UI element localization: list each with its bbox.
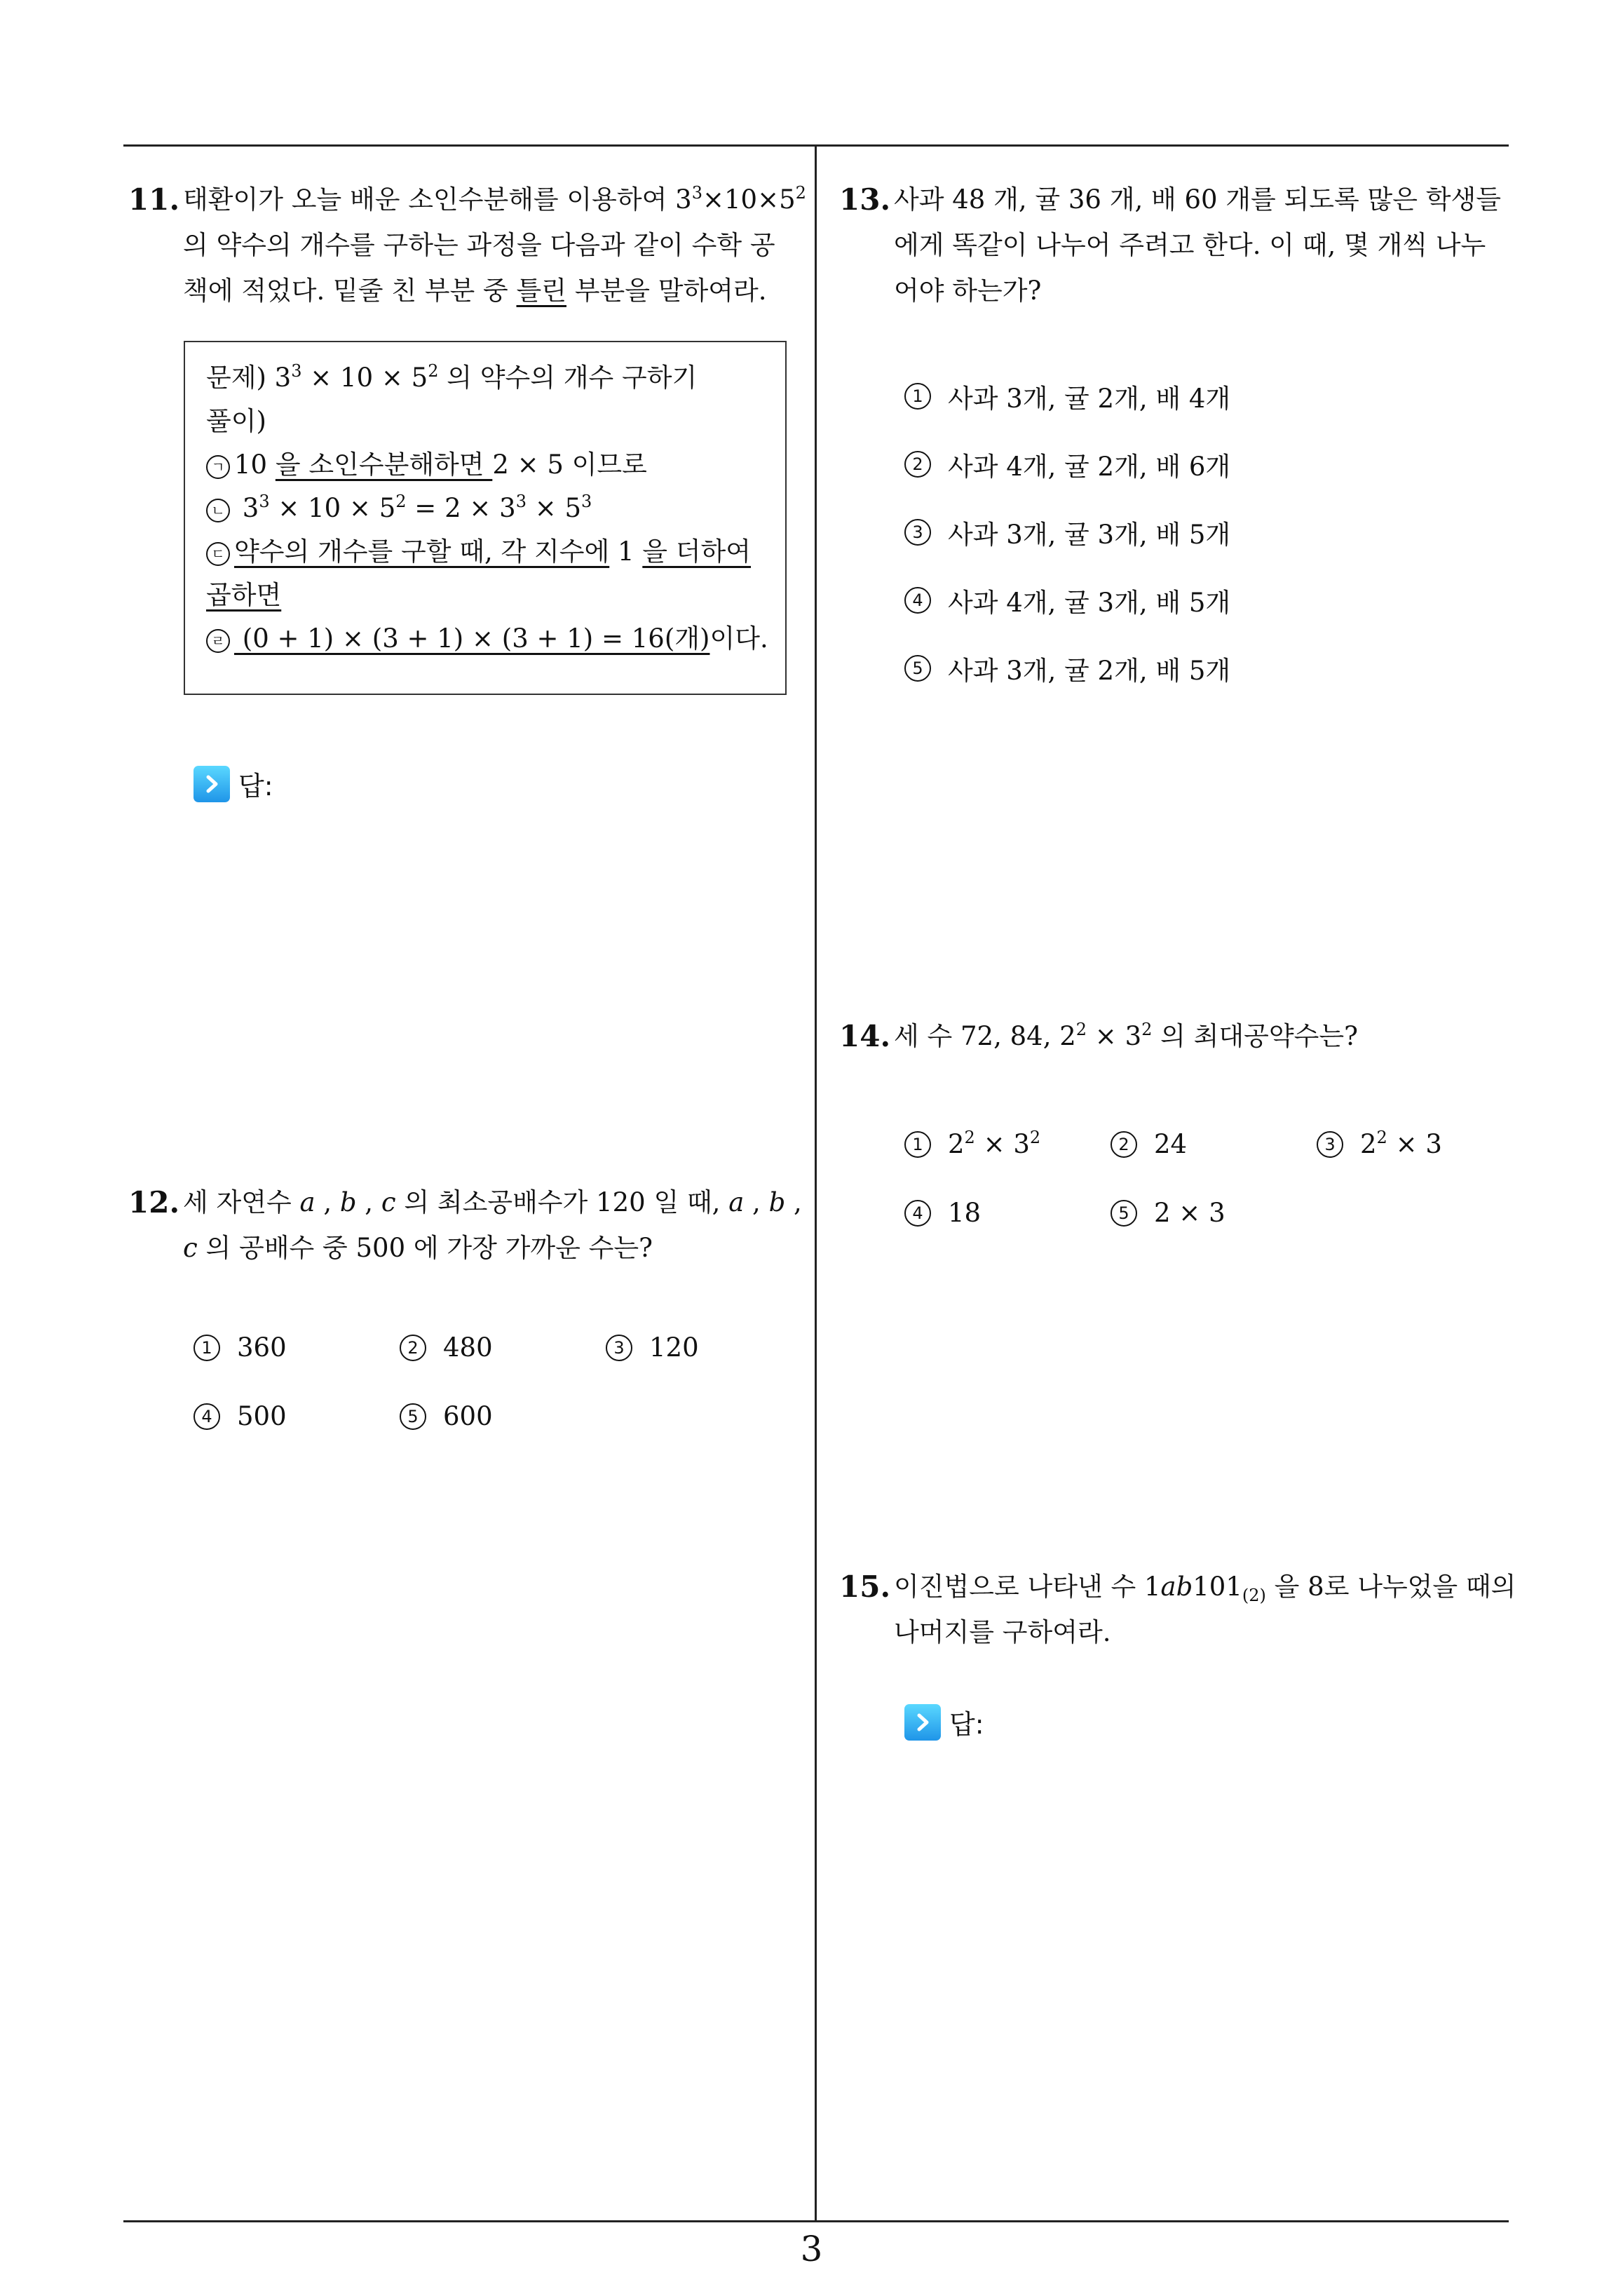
text: , (744, 1187, 769, 1217)
answer-field-15[interactable] (904, 1703, 984, 1741)
circled-marker: ㄹ (206, 629, 230, 653)
text: 101 (1193, 1572, 1242, 1602)
choice-13-3[interactable] (904, 513, 1230, 551)
question-15 (839, 1564, 1516, 1655)
text-line: 어야 하는가? (894, 276, 1042, 306)
text: 을 8로 나누었을 때의 (1265, 1572, 1516, 1602)
variable: ab (1160, 1572, 1193, 1602)
exponent: 3 (259, 492, 270, 511)
subscript: (2) (1242, 1586, 1266, 1605)
answer-label: 답: (238, 771, 273, 802)
exponent: 2 (1376, 1128, 1387, 1147)
choice-14-3[interactable] (1317, 1129, 1442, 1159)
choice-12-4[interactable] (193, 1401, 287, 1431)
choice-text: 2 × 3 (1154, 1198, 1225, 1228)
text: ×10×5 (702, 184, 796, 215)
question-14 (839, 1013, 1512, 1059)
choice-number: 2 (1111, 1131, 1137, 1158)
text: 3 (234, 493, 259, 523)
choice-14-1[interactable] (904, 1129, 1040, 1159)
exponent: 3 (691, 183, 702, 203)
underlined-text: (0 + 1) × (3 + 1) × (3 + 1) = 16(개) (234, 623, 710, 654)
text: 이진법으로 나타낸 수 1 (894, 1572, 1161, 1602)
choice-text: 120 (649, 1332, 699, 1363)
choice-14-4[interactable] (904, 1198, 981, 1228)
underlined-text: 틀린 (516, 276, 566, 306)
text: × 3 (975, 1129, 1030, 1159)
choice-text: 500 (237, 1401, 287, 1431)
answer-label: 답: (949, 1709, 984, 1740)
text-line: 사과 48 개, 귤 36 개, 배 60 개를 되도록 많은 학생들 (894, 184, 1502, 215)
text: × 3 (1087, 1021, 1142, 1051)
text: 1 (609, 536, 643, 567)
choice-text: 18 (948, 1198, 982, 1228)
choice-number: 1 (193, 1335, 220, 1361)
choice-number: 1 (904, 383, 931, 410)
variable: b (768, 1187, 786, 1217)
exponent: 2 (964, 1128, 975, 1147)
solution-box (184, 341, 787, 695)
text: 2 × 5 이므로 (492, 450, 647, 480)
variable: a (299, 1187, 315, 1217)
circled-marker: ㄱ (206, 455, 230, 479)
choice-number: 2 (904, 451, 931, 478)
chevron-right-icon (193, 766, 230, 802)
choice-number: 3 (904, 519, 931, 546)
choice-number: 5 (1111, 1200, 1137, 1227)
text: 부분을 말하여라. (566, 276, 767, 306)
text: 의 공배수 중 500 에 가장 가까운 수는? (197, 1233, 653, 1263)
choice-text: 사과 4개, 귤 3개, 배 5개 (948, 588, 1231, 618)
text-line: 풀이) (206, 406, 266, 436)
text: 태환이가 오늘 배운 소인수분해를 이용하여 3 (183, 184, 692, 215)
column-divider (815, 146, 817, 2220)
choice-text: 사과 3개, 귤 3개, 배 5개 (948, 520, 1231, 550)
choice-number: 5 (400, 1403, 426, 1430)
answer-field-11[interactable] (193, 764, 273, 803)
text: , (356, 1187, 381, 1217)
underlined-text: 을 소인수분해하면 (275, 450, 493, 480)
choice-13-5[interactable] (904, 649, 1230, 687)
choice-13-4[interactable] (904, 581, 1230, 619)
exponent: 2 (428, 361, 439, 381)
choice-text (948, 1129, 1040, 1159)
page-number: 3 (800, 2229, 823, 2269)
choice-14-5[interactable] (1111, 1198, 1225, 1228)
question-number: 15. (839, 1569, 891, 1604)
exponent: 3 (581, 492, 592, 511)
variable: a (728, 1187, 745, 1217)
choice-number: 4 (904, 587, 931, 614)
question-11 (128, 177, 806, 313)
text-line: 의 약수의 개수를 구하는 과정을 다음과 같이 수학 공 (183, 230, 775, 260)
question-13 (839, 177, 1512, 313)
choice-number: 3 (1317, 1131, 1343, 1158)
text: 2 (1360, 1129, 1377, 1159)
choice-12-2[interactable] (400, 1332, 493, 1363)
text: × 3 (1387, 1129, 1442, 1159)
question-text (894, 1564, 1516, 1655)
text: , (785, 1187, 802, 1217)
underlined-text: 을 더하여 (642, 536, 752, 567)
choice-text (1360, 1129, 1442, 1159)
choice-14-2[interactable] (1111, 1129, 1187, 1159)
underlined-text: 곱하면 (206, 580, 282, 610)
text: × 5 (526, 493, 582, 523)
exponent: 2 (395, 492, 407, 511)
text: × 10 × 5 (301, 363, 428, 393)
question-number: 12. (128, 1185, 180, 1220)
exponent: 2 (1029, 1128, 1041, 1147)
question-text (894, 1013, 1512, 1059)
text: 2 (948, 1129, 965, 1159)
choice-number: 4 (904, 1200, 931, 1227)
text: 의 최대공약수는? (1152, 1021, 1358, 1051)
exponent: 3 (291, 361, 302, 381)
text: 책에 적었다. 밑줄 친 부분 중 (183, 276, 517, 306)
choice-12-5[interactable] (400, 1401, 493, 1431)
exponent: 2 (795, 183, 806, 203)
text: 의 최소공배수가 120 일 때, (395, 1187, 729, 1217)
variable: b (339, 1187, 357, 1217)
bottom-rule (123, 2220, 1509, 2222)
question-text (183, 1180, 808, 1271)
choice-number: 2 (400, 1335, 426, 1361)
exponent: 2 (1075, 1020, 1087, 1039)
text-line: 나머지를 구하여라. (894, 1617, 1111, 1647)
choice-12-3[interactable] (606, 1332, 699, 1363)
choice-12-1[interactable] (193, 1332, 287, 1363)
question-12 (128, 1180, 808, 1271)
choice-13-1[interactable] (904, 377, 1230, 415)
choice-text: 600 (443, 1401, 493, 1431)
question-number: 11. (128, 182, 180, 217)
text: 10 (234, 450, 276, 480)
question-text (183, 177, 806, 313)
text: 세 자연수 (183, 1187, 300, 1217)
choice-text: 사과 4개, 귤 2개, 배 6개 (948, 452, 1231, 482)
variable: c (183, 1233, 198, 1263)
text: 세 수 72, 84, 2 (894, 1021, 1076, 1051)
choice-number: 4 (193, 1403, 220, 1430)
exponent: 2 (1141, 1020, 1153, 1039)
chevron-right-icon (904, 1704, 941, 1741)
text-line: 에게 똑같이 나누어 주려고 한다. 이 때, 몇 개씩 나누 (894, 230, 1486, 260)
text: 의 약수의 개수 구하기 (438, 363, 698, 393)
text: 문제) 3 (206, 363, 292, 393)
variable: c (381, 1187, 396, 1217)
choice-text: 360 (237, 1332, 287, 1363)
choice-number: 5 (904, 655, 931, 682)
underlined-text: 약수의 개수를 구할 때, 각 지수에 (234, 536, 610, 567)
choice-text: 24 (1154, 1129, 1188, 1159)
question-text (894, 177, 1512, 313)
choice-13-2[interactable] (904, 445, 1230, 483)
choice-number: 1 (904, 1131, 931, 1158)
text: × 10 × 5 (269, 493, 396, 523)
question-number: 14. (839, 1019, 891, 1053)
exponent: 3 (515, 492, 527, 511)
choice-number: 3 (606, 1335, 632, 1361)
text: = 2 × 3 (406, 493, 516, 523)
choice-text: 사과 3개, 귤 2개, 배 4개 (948, 384, 1231, 414)
text: , (315, 1187, 340, 1217)
text: 이다. (709, 623, 768, 654)
question-number: 13. (839, 182, 891, 217)
circled-marker: ㄷ (206, 542, 230, 566)
choice-text: 사과 3개, 귤 2개, 배 5개 (948, 656, 1231, 686)
choice-text: 480 (443, 1332, 493, 1363)
circled-marker: ㄴ (206, 499, 230, 522)
